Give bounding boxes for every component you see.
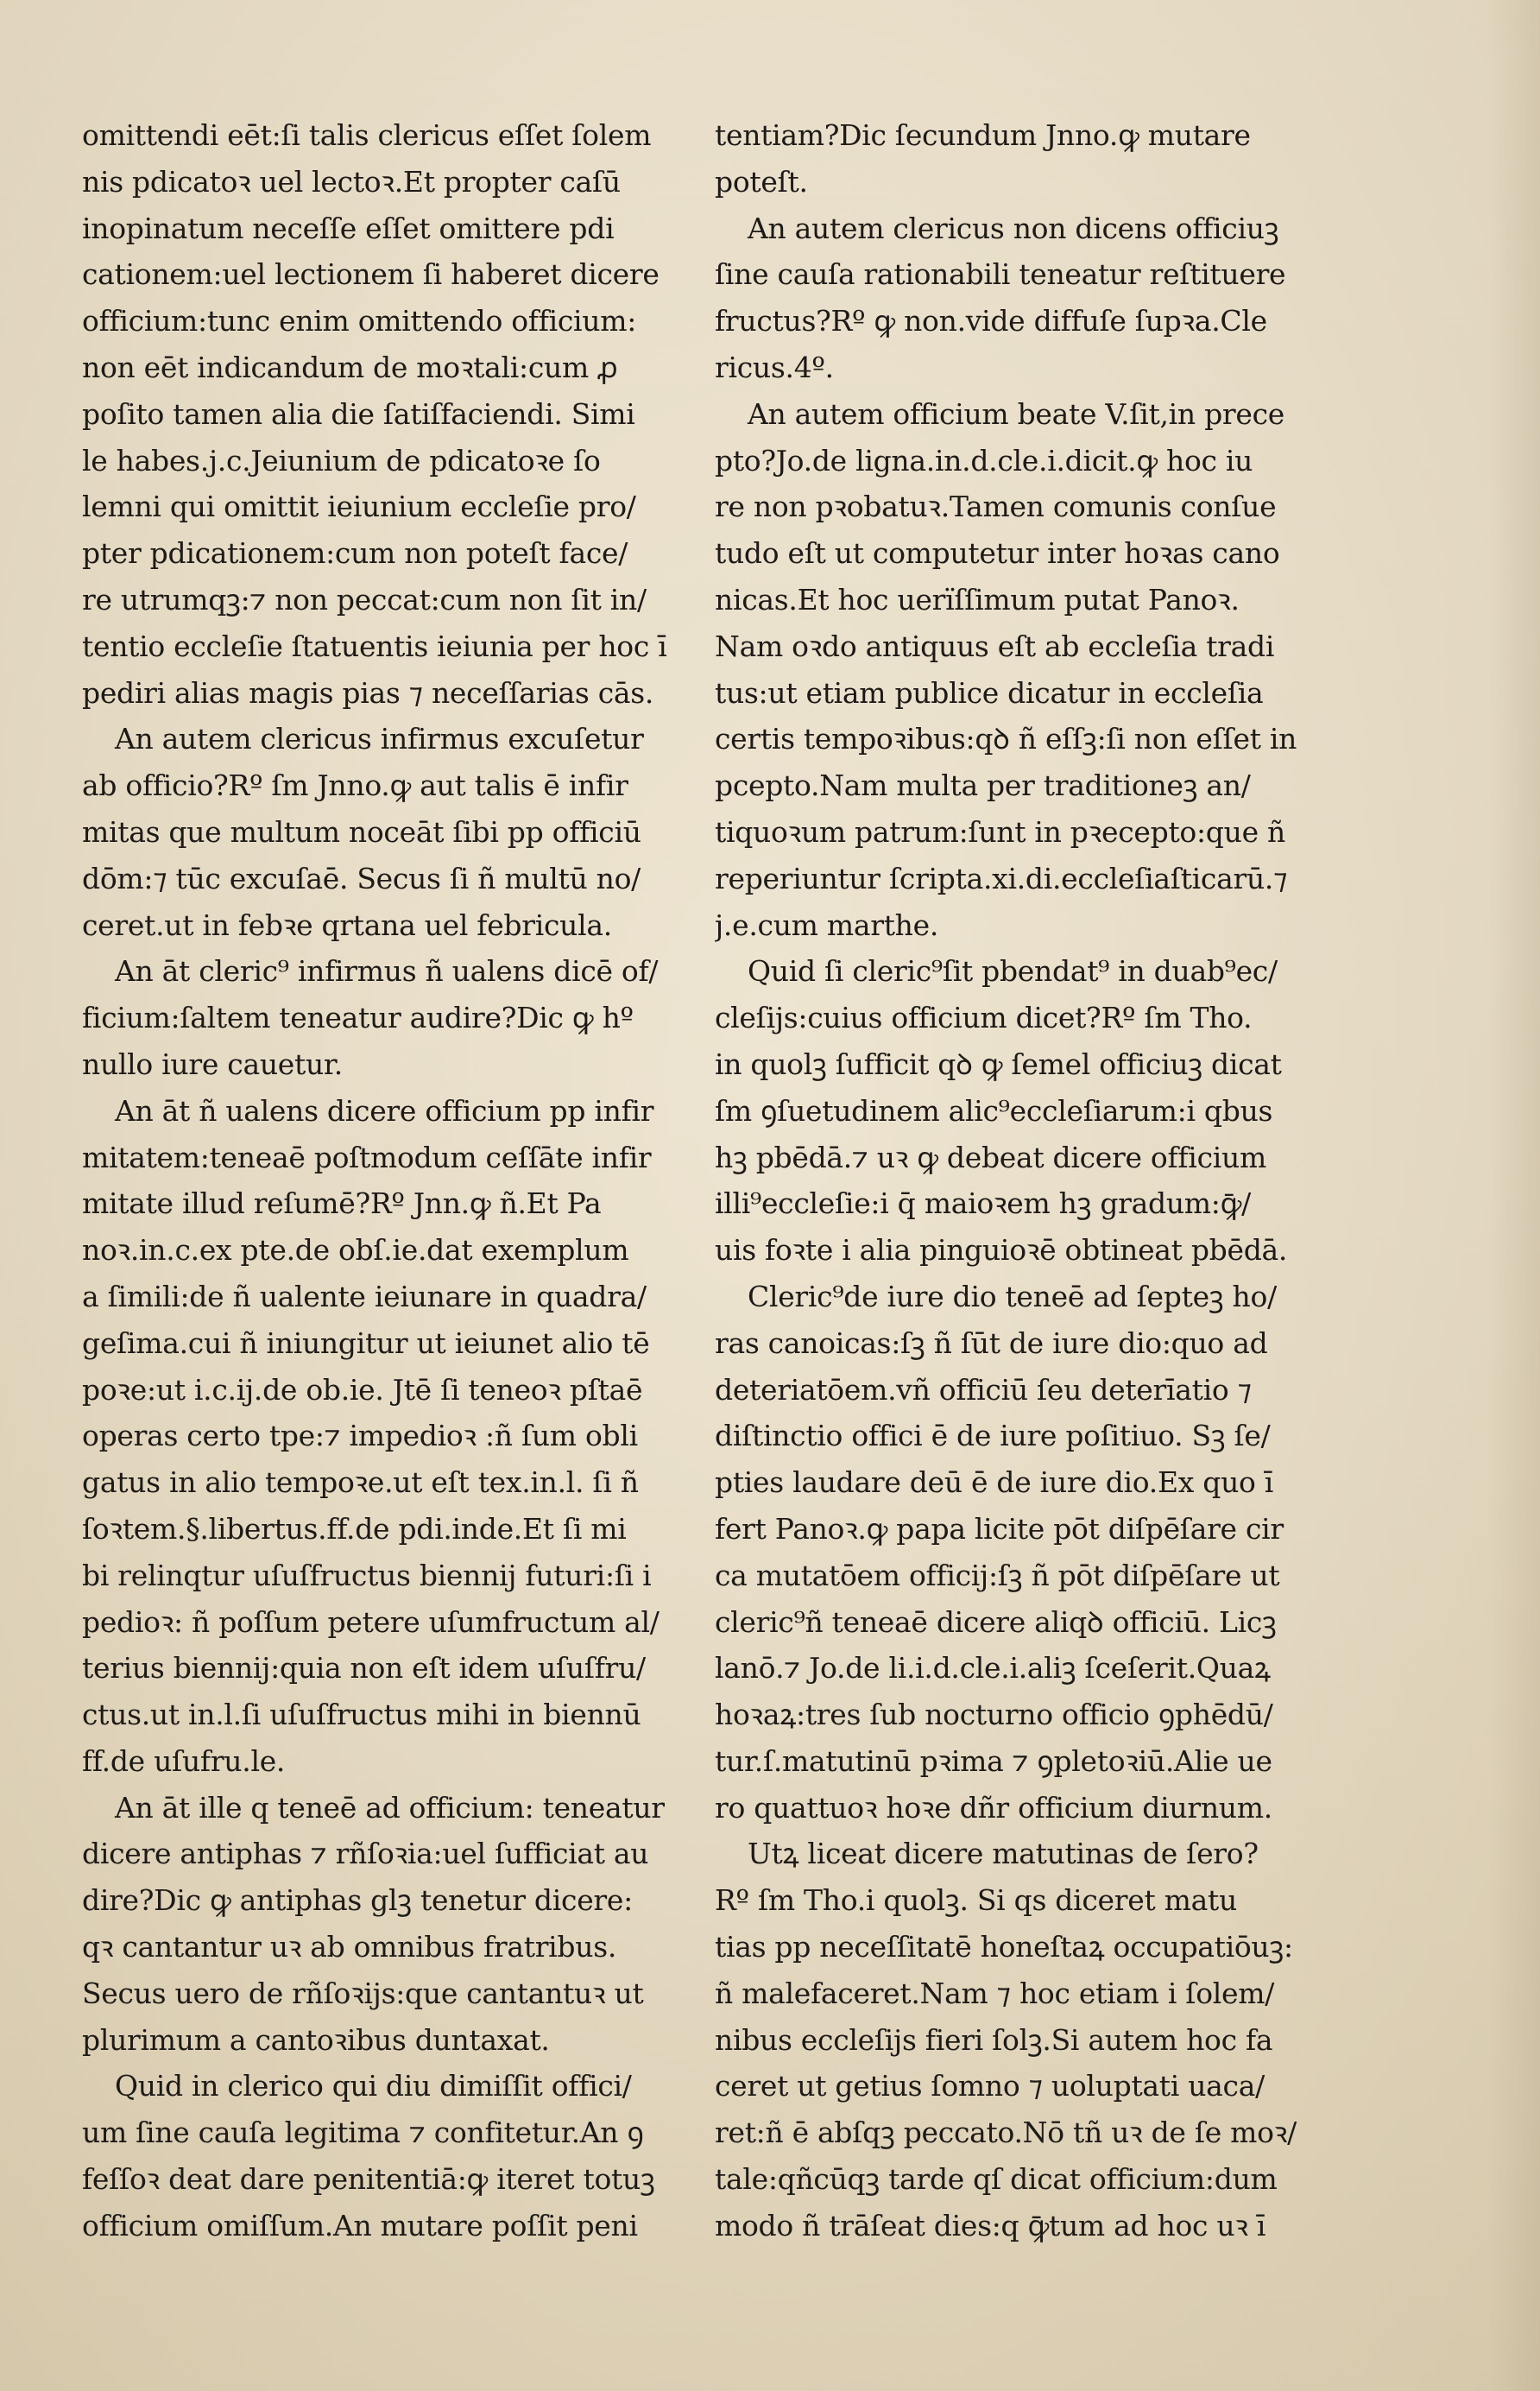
text-line: non eēt indicandum de moꝛtali:cum ꝓ bbox=[82, 350, 618, 384]
text-line: nibus eccleſijs fieri ſolꝫ.Si autem hoc fa bbox=[715, 2022, 1273, 2057]
text-line: qꝛ cantantur uꝛ ab omnibus fratribus. bbox=[82, 1930, 617, 1964]
text-line: nicas.Et hoc uerïſſimum putat Panoꝛ. bbox=[715, 582, 1240, 617]
paragraph-start-line: An autem clericus infirmus excuſetur bbox=[115, 722, 644, 756]
text-line: j.e.cum marthe. bbox=[715, 908, 939, 942]
text-line: geſima.cui ñ iniungitur ut ieiunet alio tē bbox=[82, 1325, 650, 1360]
text-line: modo ñ trāſeat dies:q ꝙ̄tum ad hoc uꝛ ī bbox=[715, 2208, 1266, 2242]
text-line: uis foꝛte i alia pinguioꝛē obtineat pbēdā. bbox=[715, 1233, 1288, 1268]
text-line: illi⁹eccleſie:i q̄ maioꝛem hꝫ gradum:ꝙ̄/ bbox=[715, 1186, 1251, 1221]
paragraph-start-line: An āt ille q teneē ad officium: teneatur bbox=[115, 1790, 665, 1825]
text-line: omittendi eēt:ſi talis clericus eſſet ſolem bbox=[82, 118, 652, 152]
text-line: tias pp neceſſitatē honeſtaꝝ occupatiōuꝫ: bbox=[715, 1930, 1293, 1964]
paragraph-start-line: Cleric⁹de iure dio teneē ad ſepteꝫ ho/ bbox=[748, 1279, 1277, 1313]
text-line: terius biennij:quia non eſt idem uſuſfru/ bbox=[82, 1651, 646, 1686]
text-line: re non pꝛobatuꝛ.Tamen comunis conſue bbox=[715, 490, 1277, 524]
text-line: nis pdicatoꝛ uel lectoꝛ.Et propter caſū bbox=[82, 164, 621, 199]
text-line: inopinatum neceſſe eſſet omittere pdi bbox=[82, 211, 615, 245]
text-line: ras canoicas:ſꝫ ñ ſūt de iure dio:quo ad bbox=[715, 1325, 1268, 1360]
text-line: a ſimili:de ñ ualente ieiunare in quadra/ bbox=[82, 1279, 647, 1313]
paragraph-start-line: An autem officium beate V.ſit,in prece bbox=[748, 396, 1285, 431]
text-line: ceret.ut in febꝛe qrtana uel febricula. bbox=[82, 908, 612, 942]
page-edge-shadow bbox=[1488, 0, 1540, 2391]
text-line: poꝛe:ut i.c.ij.de ob.ie. Jtē ſi teneoꝛ pſtaē bbox=[82, 1372, 643, 1407]
text-line: reperiuntur ſcripta.xi.di.eccleſiaſticarū.⁊ bbox=[715, 861, 1288, 895]
text-line: mitas que multum noceāt ſibi pp officiū bbox=[82, 814, 641, 849]
text-line: feſſoꝛ deat dare penitentiā:ꝙ iteret totuꝫ bbox=[82, 2162, 655, 2197]
text-line: fructus?Rº ꝙ non.vide diffuſe ſupꝛa.Cle bbox=[715, 304, 1267, 338]
text-line: tudo eſt ut computetur inter hoꝛas cano bbox=[715, 536, 1280, 571]
text-line: pto?Jo.de ligna.in.d.cle.i.dicit.ꝙ hoc iu bbox=[715, 443, 1253, 478]
text-line: certis tempoꝛibus:qꝺ ñ eſſꝫ:ſi non eſſet in bbox=[715, 722, 1297, 756]
text-line: ctus.ut in.l.ſi uſuſfructus mihi in biennū bbox=[82, 1698, 641, 1732]
text-line: gatus in alio tempoꝛe.ut eſt tex.in.l. ſi ñ bbox=[82, 1465, 639, 1500]
text-line: Nam oꝛdo antiquus eſt ab eccleſia tradi bbox=[715, 629, 1275, 663]
text-line: ñ malefaceret.Nam ⁊ hoc etiam i ſolem/ bbox=[715, 1976, 1275, 2010]
text-line: operas certo tpe:⁊ impedioꝛ :ñ ſum obli bbox=[82, 1419, 638, 1453]
text-line: hꝫ pbēdā.⁊ uꝛ ꝙ debeat dicere officium bbox=[715, 1140, 1266, 1174]
text-line: ficium:ſaltem teneatur audire?Dic ꝙ hº bbox=[82, 1001, 634, 1035]
text-line: deteriatōem.vñ officiū ſeu deterīatio ⁊ bbox=[715, 1372, 1252, 1407]
paragraph-start-line: An autem clericus non dicens officiuꝫ bbox=[748, 211, 1279, 245]
text-line: ro quattuoꝛ hoꝛe dñr officium diurnum. bbox=[715, 1790, 1272, 1825]
text-line: pedioꝛ: ñ poſſum petere uſumfructum al/ bbox=[82, 1604, 660, 1639]
text-line: nullo iure cauetur. bbox=[82, 1047, 343, 1081]
text-line: in quolꝫ ſufficit qꝺ ꝙ ſemel officiuꝫ dicat bbox=[715, 1047, 1282, 1081]
text-line: le habes.j.c.Jeiunium de pdicatoꝛe ſo bbox=[82, 443, 601, 478]
text-line: mitate illud reſumē?Rº Jnn.ꝙ ñ.Et Pa bbox=[82, 1186, 602, 1221]
text-line: tur.ſ.matutinū pꝛima ⁊ ꝯpletoꝛiū.Alie ue bbox=[715, 1743, 1272, 1778]
right-text-column bbox=[715, 112, 1349, 2249]
paragraph-start-line: Utꝝ liceat dicere matutinas de ſero? bbox=[748, 1837, 1259, 1871]
paragraph-start-line: An āt ñ ualens dicere officium pp infir bbox=[115, 1093, 654, 1128]
paragraph-start-line: Quid ſi cleric⁹ſit pbendat⁹ in duab⁹ec/ bbox=[748, 954, 1278, 989]
text-line: dire?Dic ꝙ antiphas glꝫ tenetur dicere: bbox=[82, 1883, 633, 1918]
text-line: pter pdicationem:cum non poteſt face/ bbox=[82, 536, 628, 571]
text-line: cationem:uel lectionem ſi haberet dicere bbox=[82, 257, 660, 292]
text-line: re utrumqꝫ:⁊ non peccat:cum non ſit in/ bbox=[82, 582, 647, 617]
text-line: um ſine cauſa legitima ⁊ confitetur.An ꝯ bbox=[82, 2116, 644, 2150]
text-line: bi relinqtur uſuſfructus biennij futuri:ſi i bbox=[82, 1558, 652, 1592]
text-line: ricus.4º. bbox=[715, 350, 834, 384]
text-line: ab officio?Rº ſm Jnno.ꝙ aut talis ē infir bbox=[82, 769, 628, 803]
text-line: tus:ut etiam publice dicatur in eccleſia bbox=[715, 675, 1264, 710]
text-line: dōm:⁊ tūc excuſaē. Secus ſi ñ multū no/ bbox=[82, 861, 641, 895]
text-line: dicere antiphas ⁊ rñſoꝛia:uel ſufficiat au bbox=[82, 1837, 649, 1871]
text-line: ceret ut getius ſomno ⁊ uoluptati uaca/ bbox=[715, 2069, 1265, 2103]
paragraph-start-line: An āt cleric⁹ infirmus ñ ualens dicē of/ bbox=[115, 954, 659, 989]
text-line: tentio eccleſie ſtatuentis ieiunia per hoc ī bbox=[82, 629, 667, 663]
text-line: officium:tunc enim omittendo officium: bbox=[82, 304, 637, 338]
text-line: Rº ſm Tho.i quolꝫ. Si qs diceret matu bbox=[715, 1883, 1237, 1918]
text-line: plurimum a cantoꝛibus duntaxat. bbox=[82, 2022, 550, 2057]
text-line: mitatem:teneaē poſtmodum ceſſāte infir bbox=[82, 1140, 652, 1174]
text-line: ſm ꝯſuetudinem alic⁹eccleſiarum:i qbus bbox=[715, 1093, 1273, 1128]
text-line: noꝛ.in.c.ex pte.de obſ.ie.dat exemplum bbox=[82, 1233, 629, 1268]
paragraph-start-line: Quid in clerico qui diu dimiſſit offici/ bbox=[115, 2069, 632, 2103]
text-line: hoꝛaꝝ:tres ſub nocturno officio ꝯphēdū/ bbox=[715, 1698, 1273, 1732]
text-line: lemni qui omittit ieiunium eccleſie pro/ bbox=[82, 490, 636, 524]
text-line: cleric⁹ñ teneaē dicere aliqꝺ officiū. Licꝫ bbox=[715, 1604, 1277, 1639]
text-line: pties laudare deū ē de iure dio.Ex quo ī bbox=[715, 1465, 1274, 1500]
text-line: ſine cauſa rationabili teneatur reſtituere bbox=[715, 257, 1286, 292]
text-line: ff.de uſufru.le. bbox=[82, 1743, 286, 1778]
text-line: diſtinctio offici ē de iure poſitiuo. Sꝫ ſe/ bbox=[715, 1419, 1271, 1453]
text-line: pediri alias magis pias ⁊ neceſſarias cās. bbox=[82, 675, 654, 710]
text-line: poteſt. bbox=[715, 164, 808, 199]
text-line: fert Panoꝛ.ꝙ papa licite pōt diſpēſare cir bbox=[715, 1511, 1284, 1546]
text-line: ret:ñ ē abſqꝫ peccato.Nō tñ uꝛ de ſe moꝛ/ bbox=[715, 2116, 1297, 2150]
text-line: tentiam?Dic ſecundum Jnno.ꝙ mutare bbox=[715, 118, 1251, 152]
text-line: pcepto.Nam multa per traditioneꝫ an/ bbox=[715, 769, 1251, 803]
text-line: lanō.⁊ Jo.de li.i.d.cle.i.aliꝫ ſceſerit.Quaꝝ bbox=[715, 1651, 1271, 1686]
text-line: tale:qñcūqꝫ tarde qſ dicat officium:dum bbox=[715, 2162, 1278, 2197]
text-line: ca mutatōem officij:ſꝫ ñ pōt diſpēſare ut bbox=[715, 1558, 1280, 1592]
text-line: poſito tamen alia die ſatiſfaciendi. Simi bbox=[82, 396, 635, 431]
text-line: cleſijs:cuius officium dicet?Rº ſm Tho. bbox=[715, 1001, 1253, 1035]
left-text-column bbox=[82, 112, 682, 2249]
text-line: tiquoꝛum patrum:ſunt in pꝛecepto:que ñ bbox=[715, 814, 1285, 849]
text-line: officium omiſſum.An mutare poſſit peni bbox=[82, 2208, 638, 2242]
text-line: Secus uero de rñſoꝛijs:que cantantuꝛ ut bbox=[82, 1976, 644, 2010]
text-line: ſoꝛtem.§.libertus.ff.de pdi.inde.Et ſi mi bbox=[82, 1511, 627, 1546]
